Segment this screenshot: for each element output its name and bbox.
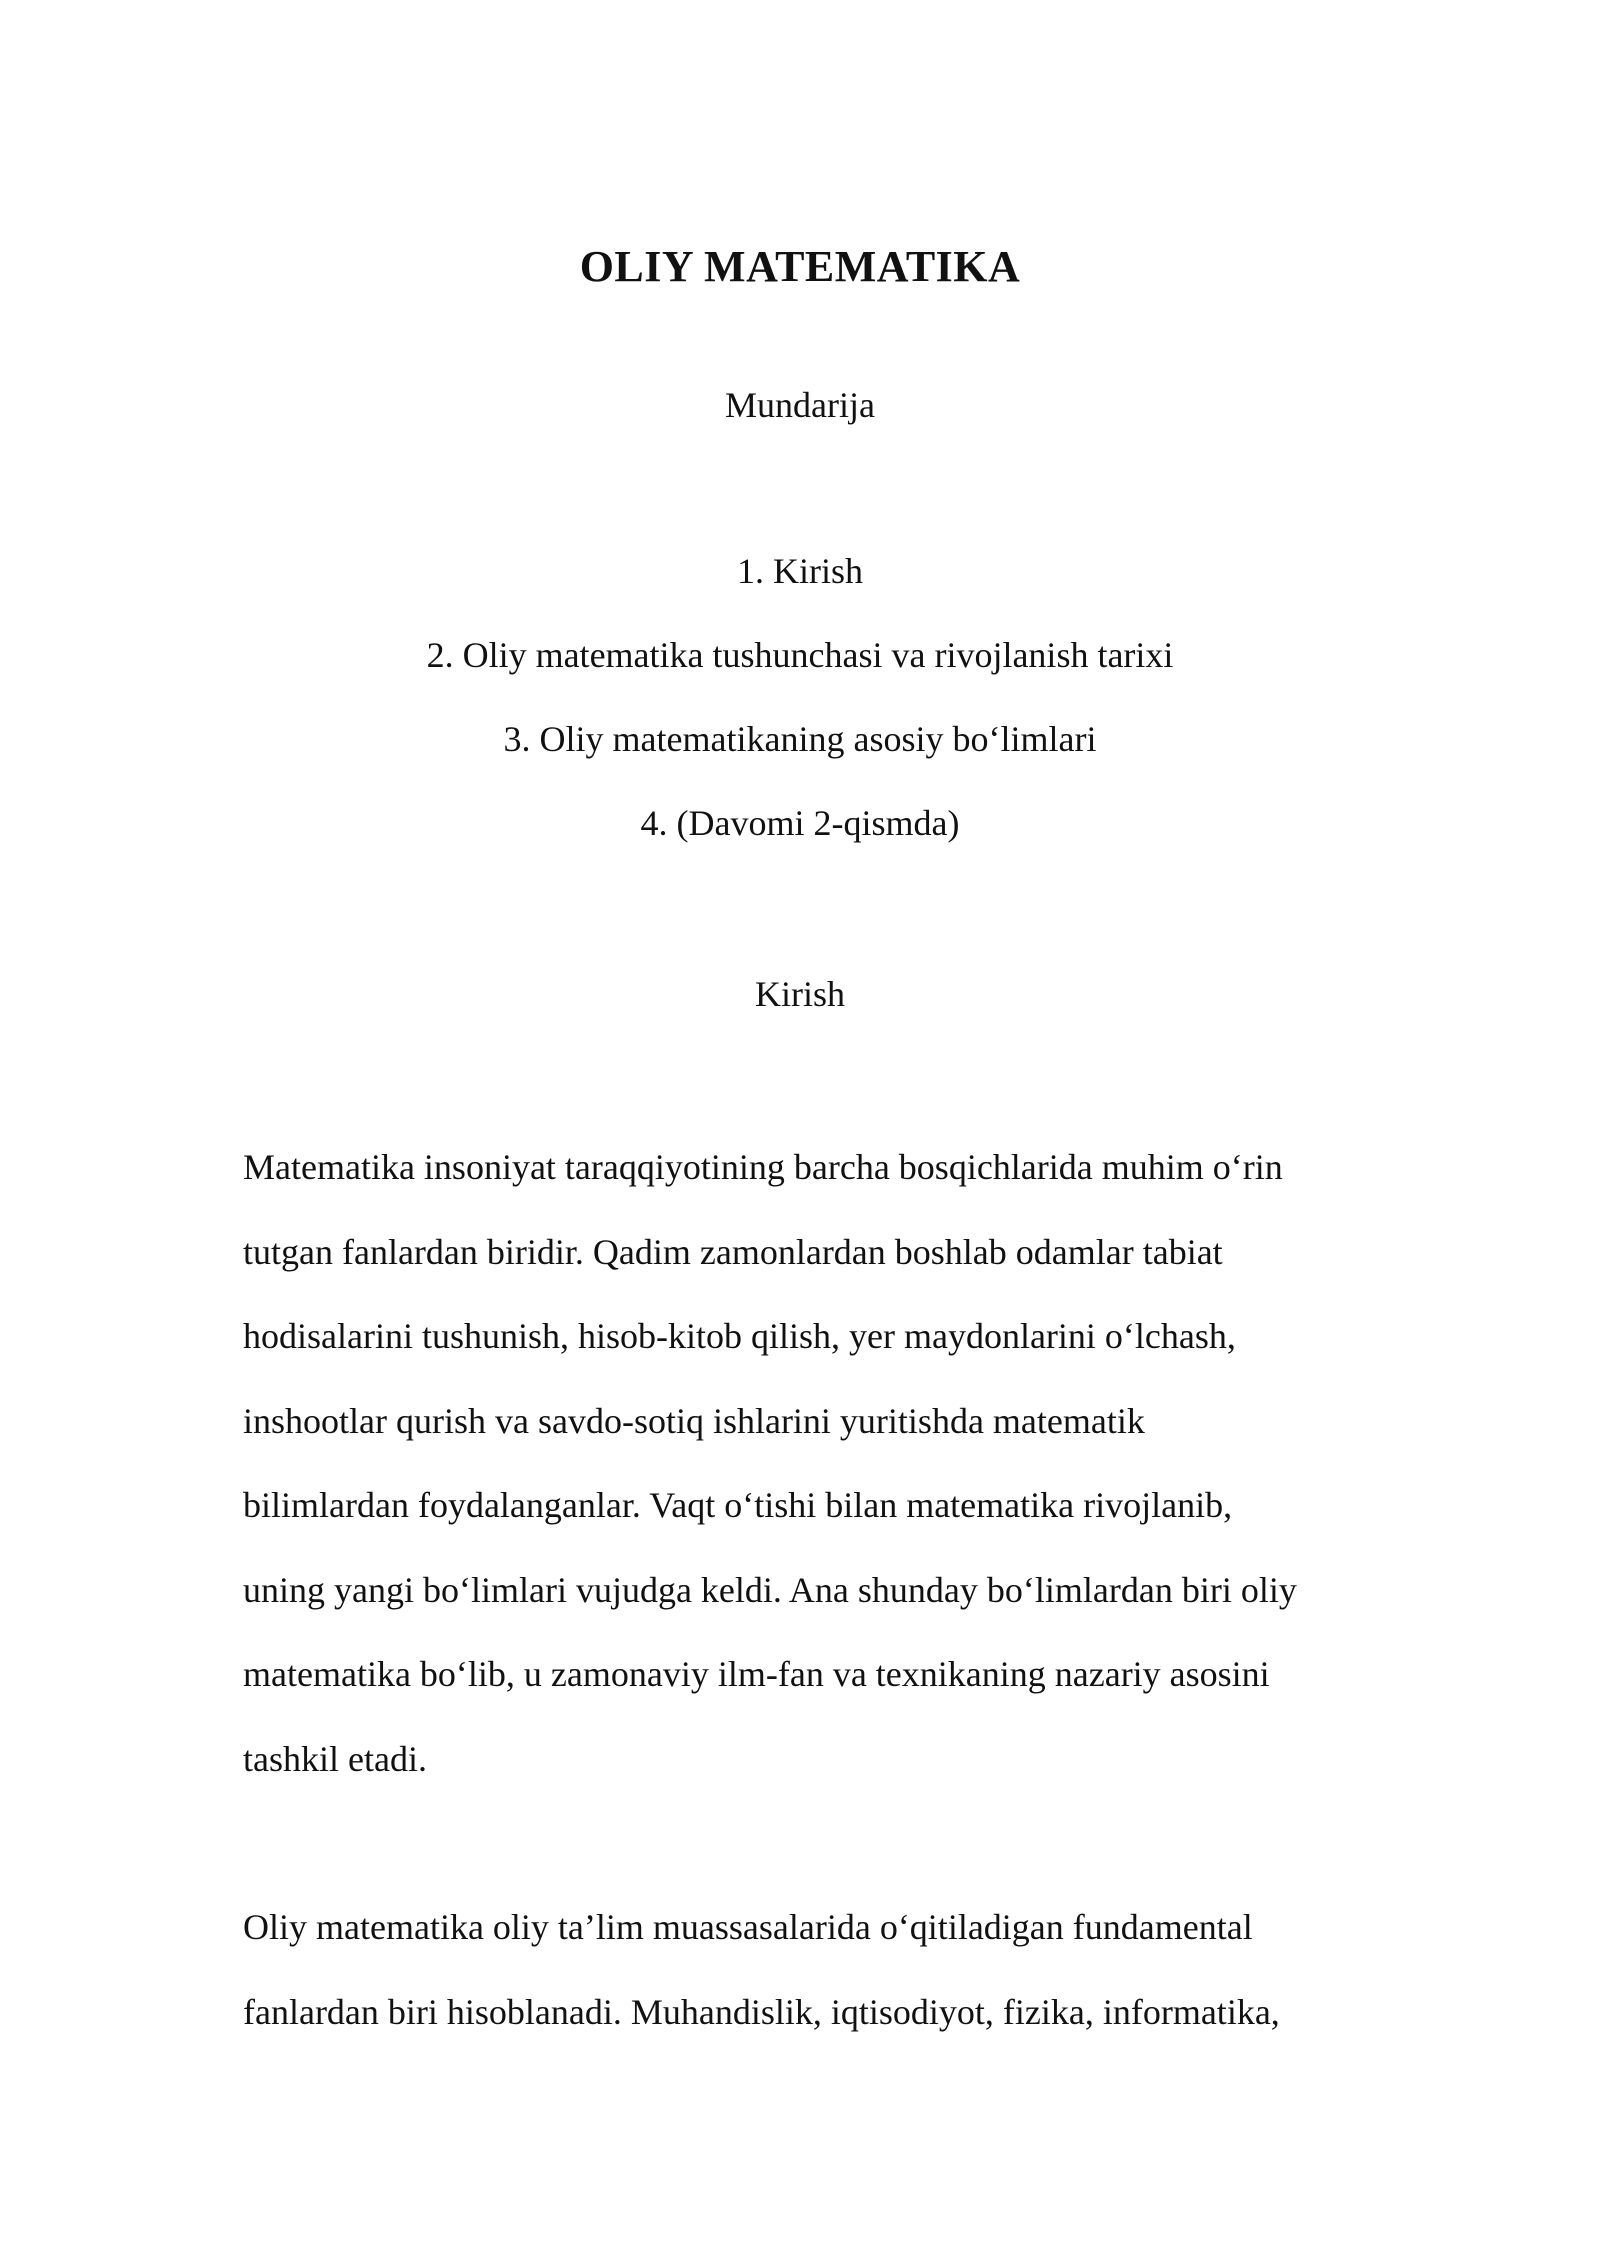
paragraph: Matematika insoniyat taraqqiyotining barcha bosqichlarida muhim o‘rin tutgan fanlardan biridir. Qadim zamonlardan boshlab odamlar tabiat hodisalarini tushunish, hisob-kitob qilish, yer maydonlarini o‘lchash, inshootlar qurish va savdo-sotiq ishlarini yuritishda matematik bilimlardan foydalanganlar. Vaqt o‘tishi bilan matematika rivojlanib, uning yangi bo‘limlari vujudga keldi. Ana shunday bo‘limlardan biri oliy matematika bo‘lib, u zamonaviy ilm-fan va texnikaning nazariy asosini tashkil etadi. — [243, 1147, 1297, 1779]
toc-item: 3. Oliy matematikaning asosiy bo‘limlari — [503, 719, 1097, 759]
toc-item: 1. Kirish — [737, 551, 863, 591]
toc-heading: Mundarija — [725, 385, 875, 425]
table-of-contents — [0, 547, 1600, 883]
paragraph: Oliy matematika oliy ta’lim muassasalarida o‘qitiladigan fundamental fanlardan biri hisoblanadi. Muhandislik, iqtisodiyot, fizika, informatika, — [243, 1907, 1280, 2032]
document-title: OLIY MATEMATIKA — [579, 242, 1021, 292]
toc-item: 2. Oliy matematika tushunchasi va rivojlanish tarixi — [426, 635, 1174, 675]
toc-item: 4. (Davomi 2-qismda) — [640, 803, 960, 843]
section-heading: Kirish — [755, 974, 845, 1014]
